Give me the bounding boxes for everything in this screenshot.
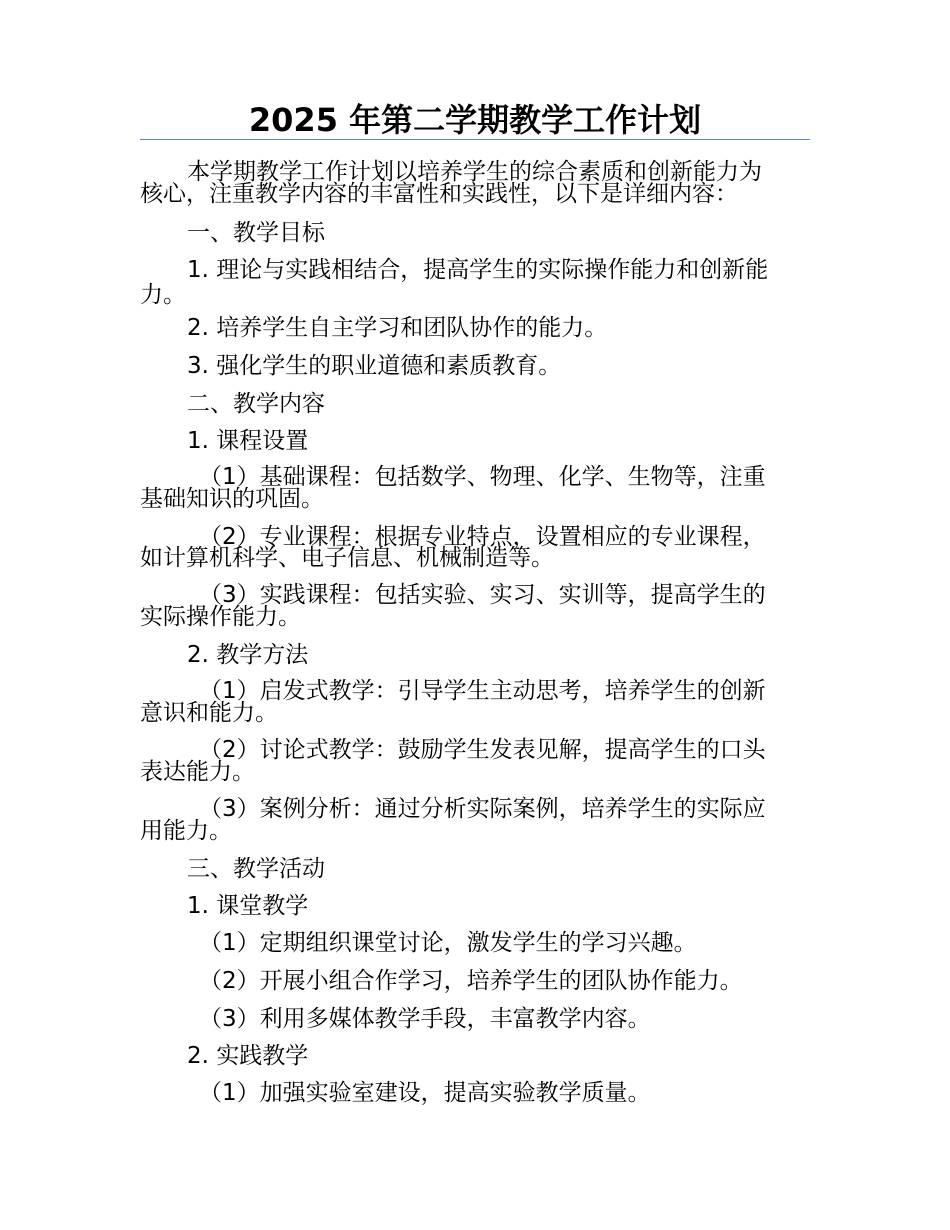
course-item-2-line-2: 如计算机科学、电子信息、机械制造等。 (140, 545, 554, 571)
goal-item-2: 2. 培养学生自主学习和团队协作的能力。 (187, 315, 608, 341)
document-title: 2025 年第二学期教学工作计划 (248, 101, 702, 139)
classroom-item-3: （3）利用多媒体教学手段，丰富教学内容。 (199, 1006, 651, 1032)
goal-item-1-line-2: 力。 (140, 282, 186, 308)
subheading-classroom-teaching: 1. 课堂教学 (187, 893, 309, 919)
subheading-course-setup: 1. 课程设置 (187, 428, 309, 454)
method-item-1-line-1: （1）启发式教学：引导学生主动思考，培养学生的创新 (199, 678, 766, 704)
method-item-2-line-2: 表达能力。 (140, 759, 255, 785)
subheading-teaching-methods: 2. 教学方法 (187, 642, 309, 668)
method-item-3-line-1: （3）案例分析：通过分析实际案例，培养学生的实际应 (199, 796, 766, 822)
method-item-1-line-2: 意识和能力。 (140, 700, 278, 726)
classroom-item-2: （2）开展小组合作学习，培养学生的团队协作能力。 (199, 968, 743, 994)
practical-item-1: （1）加强实验室建设，提高实验教学质量。 (199, 1080, 651, 1106)
section-heading-content: 二、教学内容 (187, 391, 325, 417)
course-item-2-line-1: （2）专业课程：根据专业特点，设置相应的专业课程， (199, 524, 766, 550)
section-heading-goals: 一、教学目标 (187, 220, 325, 246)
section-heading-activities: 三、教学活动 (187, 856, 325, 882)
goal-item-1-line-1: 1. 理论与实践相结合，提高学生的实际操作能力和创新能 (187, 257, 769, 283)
method-item-2-line-1: （2）讨论式教学：鼓励学生发表见解，提高学生的口头 (199, 737, 766, 763)
course-item-3-line-1: （3）实践课程：包括实验、实习、实训等，提高学生的 (199, 582, 766, 608)
intro-line-1: 本学期教学工作计划以培养学生的综合素质和创新能力为 (187, 159, 762, 185)
course-item-1-line-1: （1）基础课程：包括数学、物理、化学、生物等，注重 (199, 464, 766, 490)
goal-item-3: 3. 强化学生的职业道德和素质教育。 (187, 353, 562, 379)
method-item-3-line-2: 用能力。 (140, 818, 232, 844)
intro-line-2: 核心，注重教学内容的丰富性和实践性，以下是详细内容： (140, 181, 738, 207)
course-item-1-line-2: 基础知识的巩固。 (140, 486, 324, 512)
title-underline (140, 139, 810, 140)
subheading-practical-teaching: 2. 实践教学 (187, 1043, 309, 1069)
classroom-item-1: （1）定期组织课堂讨论，激发学生的学习兴趣。 (199, 930, 697, 956)
course-item-3-line-2: 实际操作能力。 (140, 604, 301, 630)
